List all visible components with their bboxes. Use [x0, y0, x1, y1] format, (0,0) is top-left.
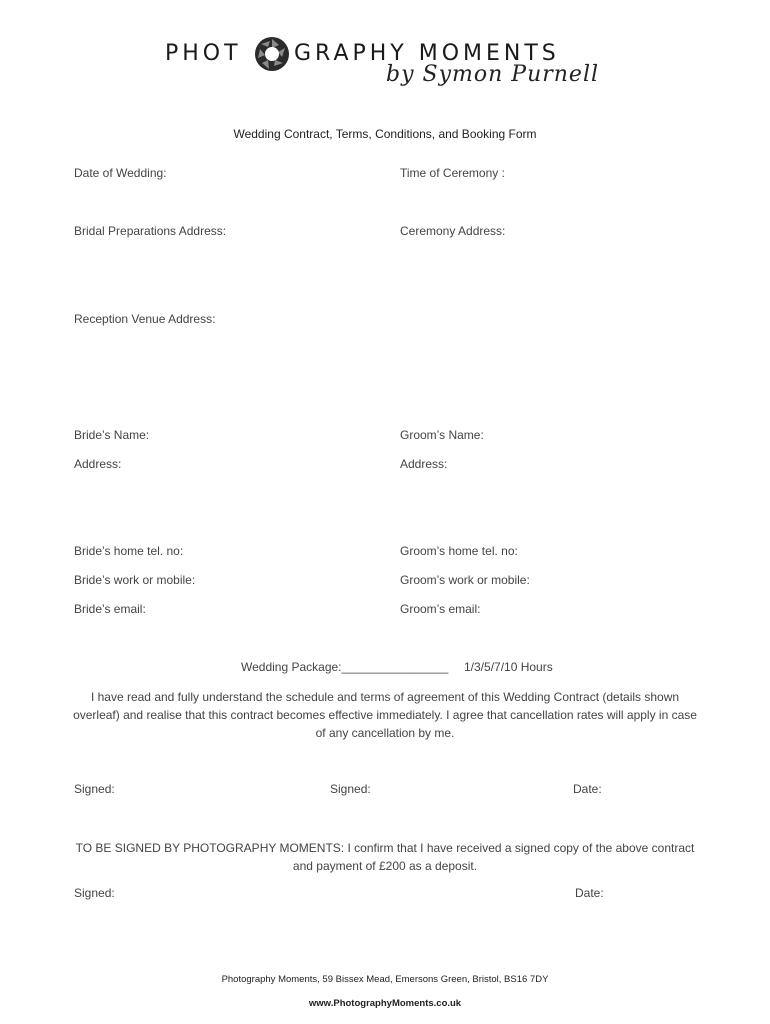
wedding-package-label: Wedding Package:________________: [241, 660, 449, 674]
brides-email-label: Bride’s email:: [74, 602, 146, 616]
brides-work-mobile-label: Bride’s work or mobile:: [74, 573, 196, 587]
groom-address-label: Address:: [400, 457, 448, 471]
brides-name-label: Bride’s Name:: [74, 428, 150, 442]
footer-address: Photography Moments, 59 Bissex Mead, Emersons Green, Bristol, BS16 7DY: [221, 974, 549, 985]
form-title: Wedding Contract, Terms, Conditions, and Booking Form: [233, 127, 537, 141]
brides-home-tel-label: Bride’s home tel. no:: [74, 544, 184, 558]
logo-text-left: PHOT: [165, 41, 242, 66]
grooms-email-label: Groom’s email:: [400, 602, 481, 616]
signed-label-2: Signed:: [330, 782, 371, 796]
ceremony-address-label: Ceremony Address:: [400, 224, 506, 238]
grooms-work-mobile-label: Groom’s work or mobile:: [400, 573, 530, 587]
package-hours: 1/3/5/7/10 Hours: [464, 660, 553, 674]
logo-byline: by Symon Purnell: [386, 62, 600, 87]
agreement-text: I have read and fully understand the schedule and terms of agreement of this Wedding Contract (details shown overleaf) and realise that this contract becomes effective immediately. I agree that cancellation rates will apply in case of any cancellation by me.: [73, 690, 697, 740]
bride-address-label: Address:: [74, 457, 122, 471]
time-of-ceremony-label: Time of Ceremony :: [400, 166, 505, 180]
signed-label-1: Signed:: [74, 782, 115, 796]
confirmation-text: TO BE SIGNED BY PHOTOGRAPHY MOMENTS: I confirm that I have received a signed copy of the above contract and payment of £200 as a deposit.: [75, 841, 695, 873]
date-label-1: Date:: [573, 782, 602, 796]
reception-venue-address-label: Reception Venue Address:: [74, 312, 216, 326]
aperture-icon: [254, 36, 290, 72]
signed-label-3: Signed:: [74, 886, 115, 900]
footer-website[interactable]: www.PhotographyMoments.co.uk: [308, 998, 462, 1009]
grooms-home-tel-label: Groom’s home tel. no:: [400, 544, 518, 558]
date-label-2: Date:: [575, 886, 604, 900]
date-of-wedding-label: Date of Wedding:: [74, 166, 167, 180]
grooms-name-label: Groom’s Name:: [400, 428, 484, 442]
logo-text-right: GRAPHY MOMENTS: [294, 41, 560, 66]
bridal-preparations-address-label: Bridal Preparations Address:: [74, 224, 227, 238]
